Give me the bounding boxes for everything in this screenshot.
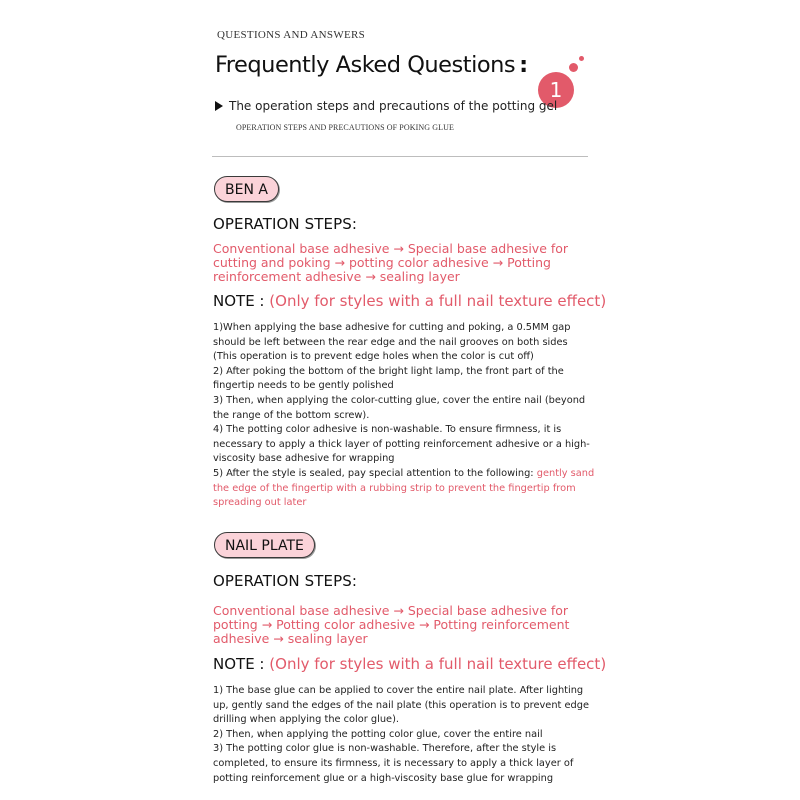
question-intro-text: The operation steps and precautions of the potting gel bbox=[229, 99, 558, 113]
section-pill-nail-plate: NAIL PLATE bbox=[214, 532, 315, 558]
badge-bubble-small-icon bbox=[579, 56, 584, 61]
precautions-list bbox=[213, 321, 597, 511]
precautions-list bbox=[213, 684, 597, 786]
badge-number: 1 bbox=[538, 72, 574, 108]
divider bbox=[212, 156, 588, 157]
list-item: 2) Then, when applying the potting color glue, cover the entire nail bbox=[213, 728, 543, 740]
list-item: 3) The potting color glue is non-washable. Therefore, after the style is completed, to ensure its firmness, it is necessary to apply a thick layer of potting reinforcement glue or a high-viscosity base glue for wrapping bbox=[213, 743, 574, 784]
play-triangle-icon bbox=[215, 101, 223, 111]
operation-steps-flow: Conventional base adhesive → Special base adhesive for cutting and poking → potting color adhesive → Potting reinforcement adhesive → sealing layer bbox=[213, 241, 569, 284]
question-intro-subtitle: OPERATION STEPS AND PRECAUTIONS OF POKING GLUE bbox=[236, 123, 454, 132]
list-item: 3) Then, when applying the color-cutting glue, cover the entire nail (beyond the range of the bottom screw). bbox=[213, 394, 586, 421]
question-intro bbox=[215, 99, 557, 113]
list-item-prefix: 5) After the style is sealed, pay special attention to the following: bbox=[213, 467, 534, 479]
page-title-colon: : bbox=[519, 52, 528, 78]
section-pill-ben-a: BEN A bbox=[214, 176, 279, 202]
badge-bubble-icon bbox=[569, 63, 578, 72]
page-title bbox=[215, 52, 528, 78]
list-item: (This operation is to prevent edge holes when the color is cut off) bbox=[213, 351, 534, 363]
list-item: 4) The potting color adhesive is non-washable. To ensure firmness, it is necessary to apply a thick layer of potting reinforcement adhesive or a high-viscosity base adhesive for wrapping bbox=[213, 424, 590, 465]
note-label: NOTE : bbox=[213, 292, 265, 310]
list-item-highlight: gently sand the edge of the fingertip with a rubbing strip to prevent the fingertip from spreading out later bbox=[213, 467, 595, 509]
note-label: NOTE : bbox=[213, 655, 265, 673]
list-item: 1) The base glue can be applied to cover the entire nail plate. After lighting up, gently sand the edges of the nail plate (this operation is to prevent edge drilling when applying the color glue). bbox=[213, 685, 589, 726]
page-title-text: Frequently Asked Questions bbox=[215, 52, 516, 78]
list-item: 1)When applying the base adhesive for cutting and poking, a 0.5MM gap should be left between the rear edge and the nail grooves on both sides bbox=[213, 322, 571, 348]
operation-steps-heading: OPERATION STEPS: bbox=[213, 215, 358, 233]
note-text: (Only for styles with a full nail texture effect) bbox=[269, 292, 607, 310]
operation-steps-flow: Conventional base adhesive → Special base adhesive for potting → Potting color adhesive → Potting reinforcement adhesive → sealing layer bbox=[213, 603, 570, 646]
list-item bbox=[213, 467, 597, 511]
note-text: (Only for styles with a full nail texture effect) bbox=[269, 655, 607, 673]
list-item: 2) After poking the bottom of the bright light lamp, the front part of the fingertip needs to be gently polished bbox=[213, 365, 564, 392]
faq-eyebrow: QUESTIONS AND ANSWERS bbox=[217, 29, 366, 41]
note-line bbox=[213, 292, 606, 310]
note-line bbox=[213, 655, 606, 673]
operation-steps-heading: OPERATION STEPS: bbox=[213, 572, 358, 590]
